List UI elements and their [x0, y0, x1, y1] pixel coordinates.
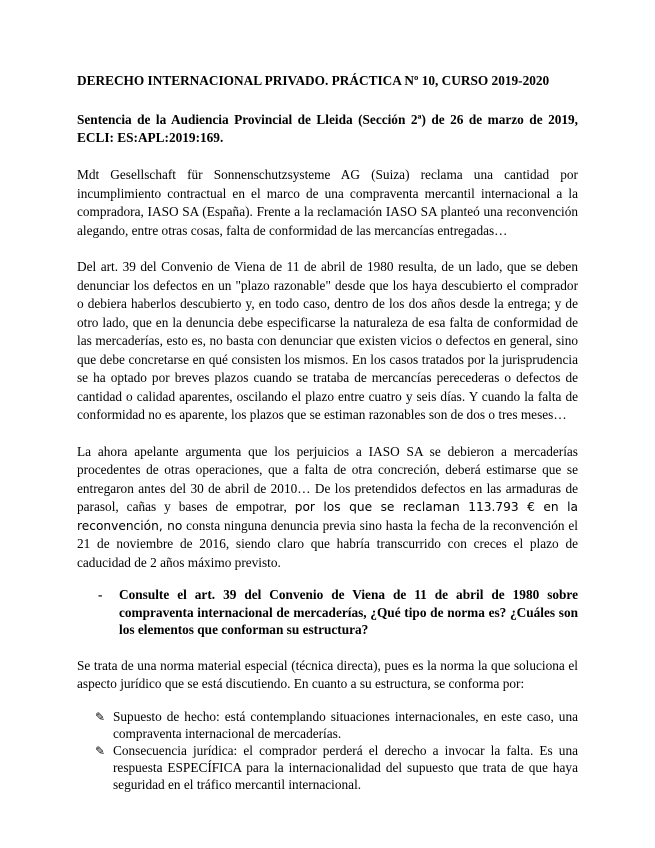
structure-list [77, 708, 578, 793]
paragraph-text: Del art. 39 del Convenio de Viena de 11 de abril de 1980 resulta, de un lado, que se deben denunciar los defectos en un "plazo razonable" desde que los haya descubierto el comprador o debiera haberlos descubierto y, en todo caso, dentro de los dos años desde la entrega; y de otro lado, que en la denuncia debe especificarse la naturaleza de esa falta de conformidad de las mercaderías, esto es, no basta con denunciar que existen vicios o defectos en general, sino que debe concretarse en qué consisten los mismos. En los casos tratados por la jurisprudencia se ha optado por breves plazos cuando se trataba de mercancías perecederas o defectos de cantidad o calidad aparentes, oscilando el plazo entre cuatro y seis días. Y cuando la falta de conformidad no es aparente, los plazos que se estiman razonables son de dos o tres meses… [77, 259, 578, 422]
paragraph-text: La ahora apelante argumenta que los perjuicios a IASO SA se debieron a mercaderías procedentes de otras operaciones, que a falta de otra concreción, deberá estimarse que se entregaron antes del 30 de abril de 2010… De los pretendidos defectos en las armaduras de parasol, cañas y bases de empotrar, [77, 443, 578, 514]
document-title: DERECHO INTERNACIONAL PRIVADO. PRÁCTICA Nº 10, CURSO 2019-2020 [77, 73, 550, 88]
case-citation: Sentencia de la Audiencia Provincial de Lleida (Sección 2ª) de 26 de marzo de 2019, ECLI: ES:APL:2019:169. [77, 112, 578, 145]
paragraph-article-39 [77, 258, 578, 425]
paragraph-text: consta ninguna denuncia previa sino hasta la fecha de la reconvención el 21 de noviembre de 2016, siendo claro que habría transcurrido con creces el plazo de caducidad de 2 años máximo previsto. [77, 517, 578, 570]
pencil-icon: ✎ [95, 709, 106, 724]
list-item-text: Supuesto de hecho: está contemplando situaciones internacionales, en este caso, una compraventa internacional de mercaderías. [113, 708, 578, 741]
list-item-text: Consecuencia jurídica: el comprador perderá el derecho a invocar la falta. Es una respuesta ESPECÍFICA para la internacionalidad del supuesto que trata de que haya seguridad en el tráfico mercantil internacional. [113, 742, 578, 792]
pencil-icon: ✎ [95, 743, 106, 758]
question-block [77, 586, 578, 639]
paragraph-text-alt-font: por los que se reclaman 113.793 € en la reconvención, no [77, 500, 578, 533]
dash-bullet: - [98, 587, 103, 602]
paragraph-facts [77, 166, 578, 240]
paragraph-appeal [77, 443, 578, 573]
question-text: Consulte el art. 39 del Convenio de Viena de 11 de abril de 1980 sobre compraventa internacional de mercaderías, ¿Qué tipo de norma es? ¿Cuáles son los elementos que conforman su estructura? [119, 587, 578, 637]
paragraph-text: Mdt Gesellschaft für Sonnenschutzsysteme AG (Suiza) reclama una cantidad por incumplimiento contractual en el marco de una compraventa mercantil internacional a la compradora, IASO SA (España). Frente a la reclamación IASO SA planteó una reconvención alegando, entre otras cosas, falta de conformidad de las mercancías entregadas… [77, 167, 578, 238]
list-item [77, 708, 578, 742]
list-item [77, 742, 578, 793]
answer-paragraph: Se trata de una norma material especial (técnica directa), pues es la norma la que soluciona el aspecto jurídico que se está discutiendo. En cuanto a su estructura, se conforma por: [77, 657, 578, 691]
